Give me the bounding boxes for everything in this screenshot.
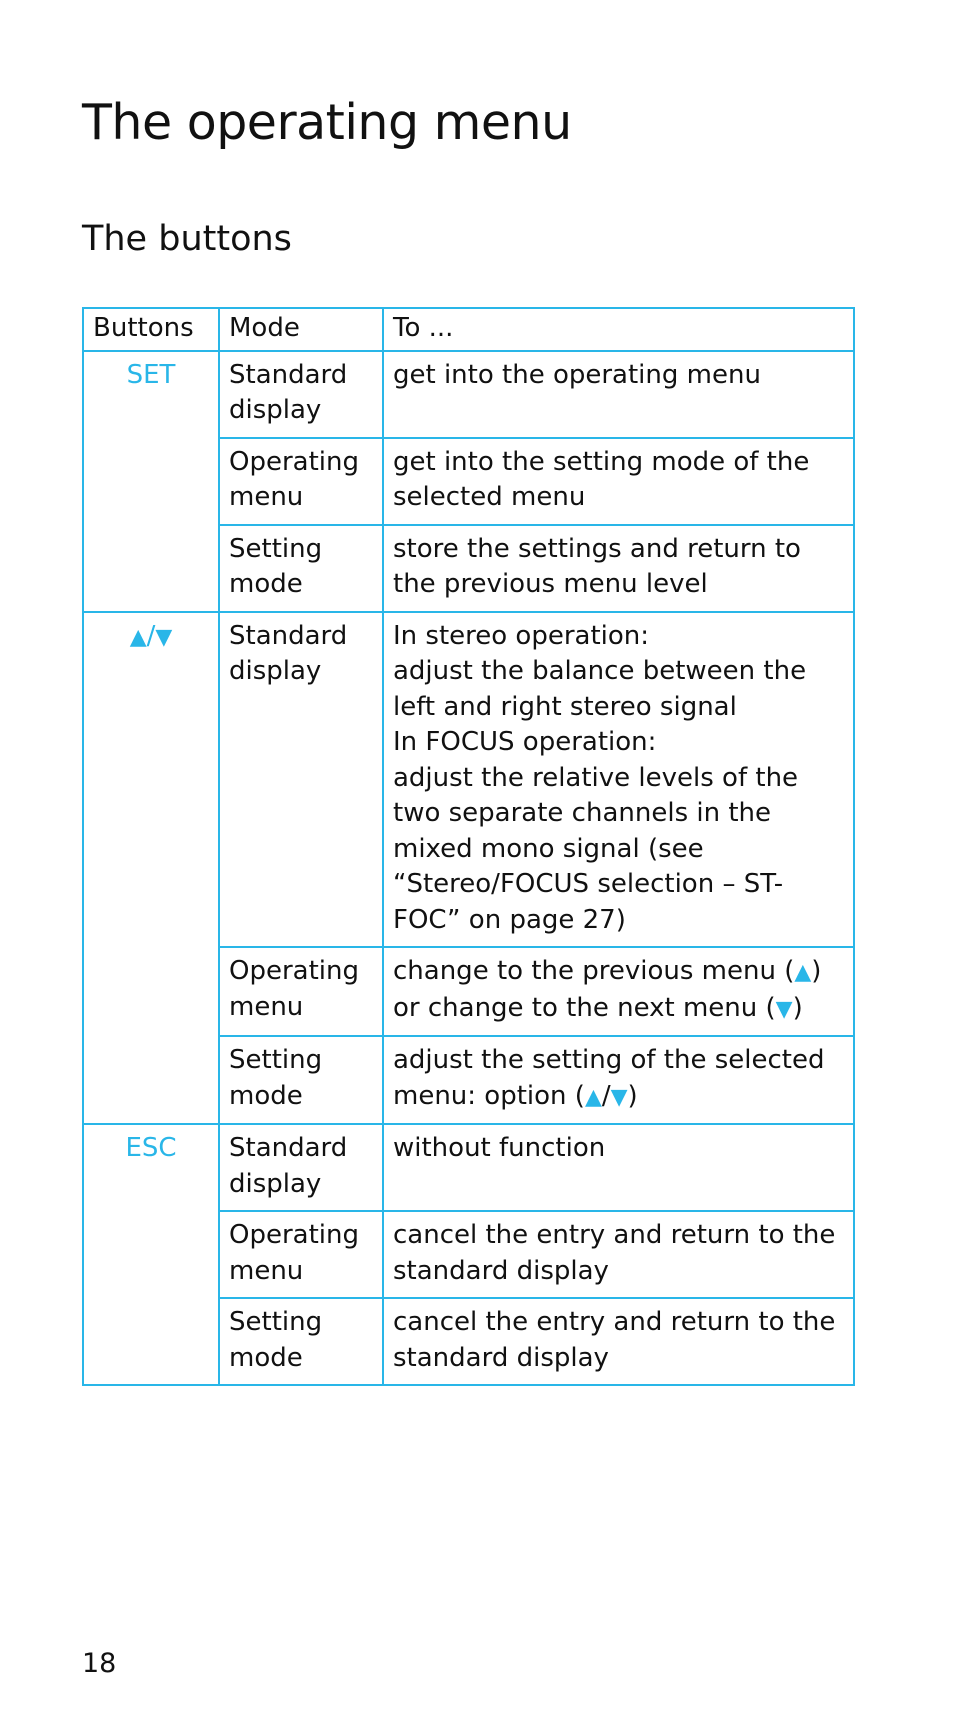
action-cell: without function [383,1124,854,1211]
up-triangle-icon: ▲ [584,1084,602,1110]
mode-cell: Operating menu [219,438,383,525]
mode-cell: Setting mode [219,1298,383,1385]
action-cell [383,947,854,1036]
mode-cell: Setting mode [219,1036,383,1124]
action-text: ) [792,992,803,1023]
mode-cell: Standard display [219,1124,383,1211]
action-text: ) [627,1080,638,1111]
action-cell [383,612,854,948]
action-line: In FOCUS operation: [393,727,657,757]
button-up-down [83,612,219,1125]
button-separator: / [146,620,156,651]
action-cell: cancel the entry and return to the standard display [383,1298,854,1385]
action-line: adjust the relative levels of the two separate channels in the mixed mono signal (see “Stereo/FOCUS selection – ST-FOC” on page 27) [393,762,799,935]
action-line: adjust the balance between the left and right stereo signal [393,656,807,722]
table-header-row [83,308,854,351]
button-esc: ESC [83,1124,219,1385]
section-title: The buttons [82,219,292,259]
page-title: The operating menu [82,94,572,151]
action-text: / [601,1080,611,1111]
action-cell: get into the operating menu [383,351,854,438]
action-line: In stereo operation: [393,620,650,651]
action-cell [383,1036,854,1124]
action-cell: cancel the entry and return to the standard display [383,1211,854,1298]
page-number: 18 [82,1648,117,1679]
down-triangle-icon: ▼ [155,624,173,650]
header-mode: Mode [219,308,383,351]
up-triangle-icon: ▲ [129,624,147,650]
action-cell: store the settings and return to the previous menu level [383,525,854,612]
action-text: adjust the setting of the selected menu: option ( [393,1045,825,1111]
down-triangle-icon: ▼ [775,996,793,1022]
mode-cell: Operating menu [219,947,383,1036]
header-to: To ... [383,308,854,351]
mode-cell: Setting mode [219,525,383,612]
button-set: SET [83,351,219,612]
up-triangle-icon: ▲ [794,960,812,985]
mode-cell: Standard display [219,351,383,438]
mode-cell: Operating menu [219,1211,383,1298]
table-row [83,612,854,948]
buttons-table [82,307,855,1386]
table-row [83,1124,854,1211]
action-text: change to the previous menu ( [393,956,795,986]
action-cell: get into the setting mode of the selected menu [383,438,854,525]
action-text: ) or change to the next menu ( [393,956,822,1023]
table-row [83,351,854,438]
mode-cell: Standard display [219,612,383,948]
header-buttons: Buttons [83,308,219,351]
down-triangle-icon: ▼ [610,1084,628,1110]
